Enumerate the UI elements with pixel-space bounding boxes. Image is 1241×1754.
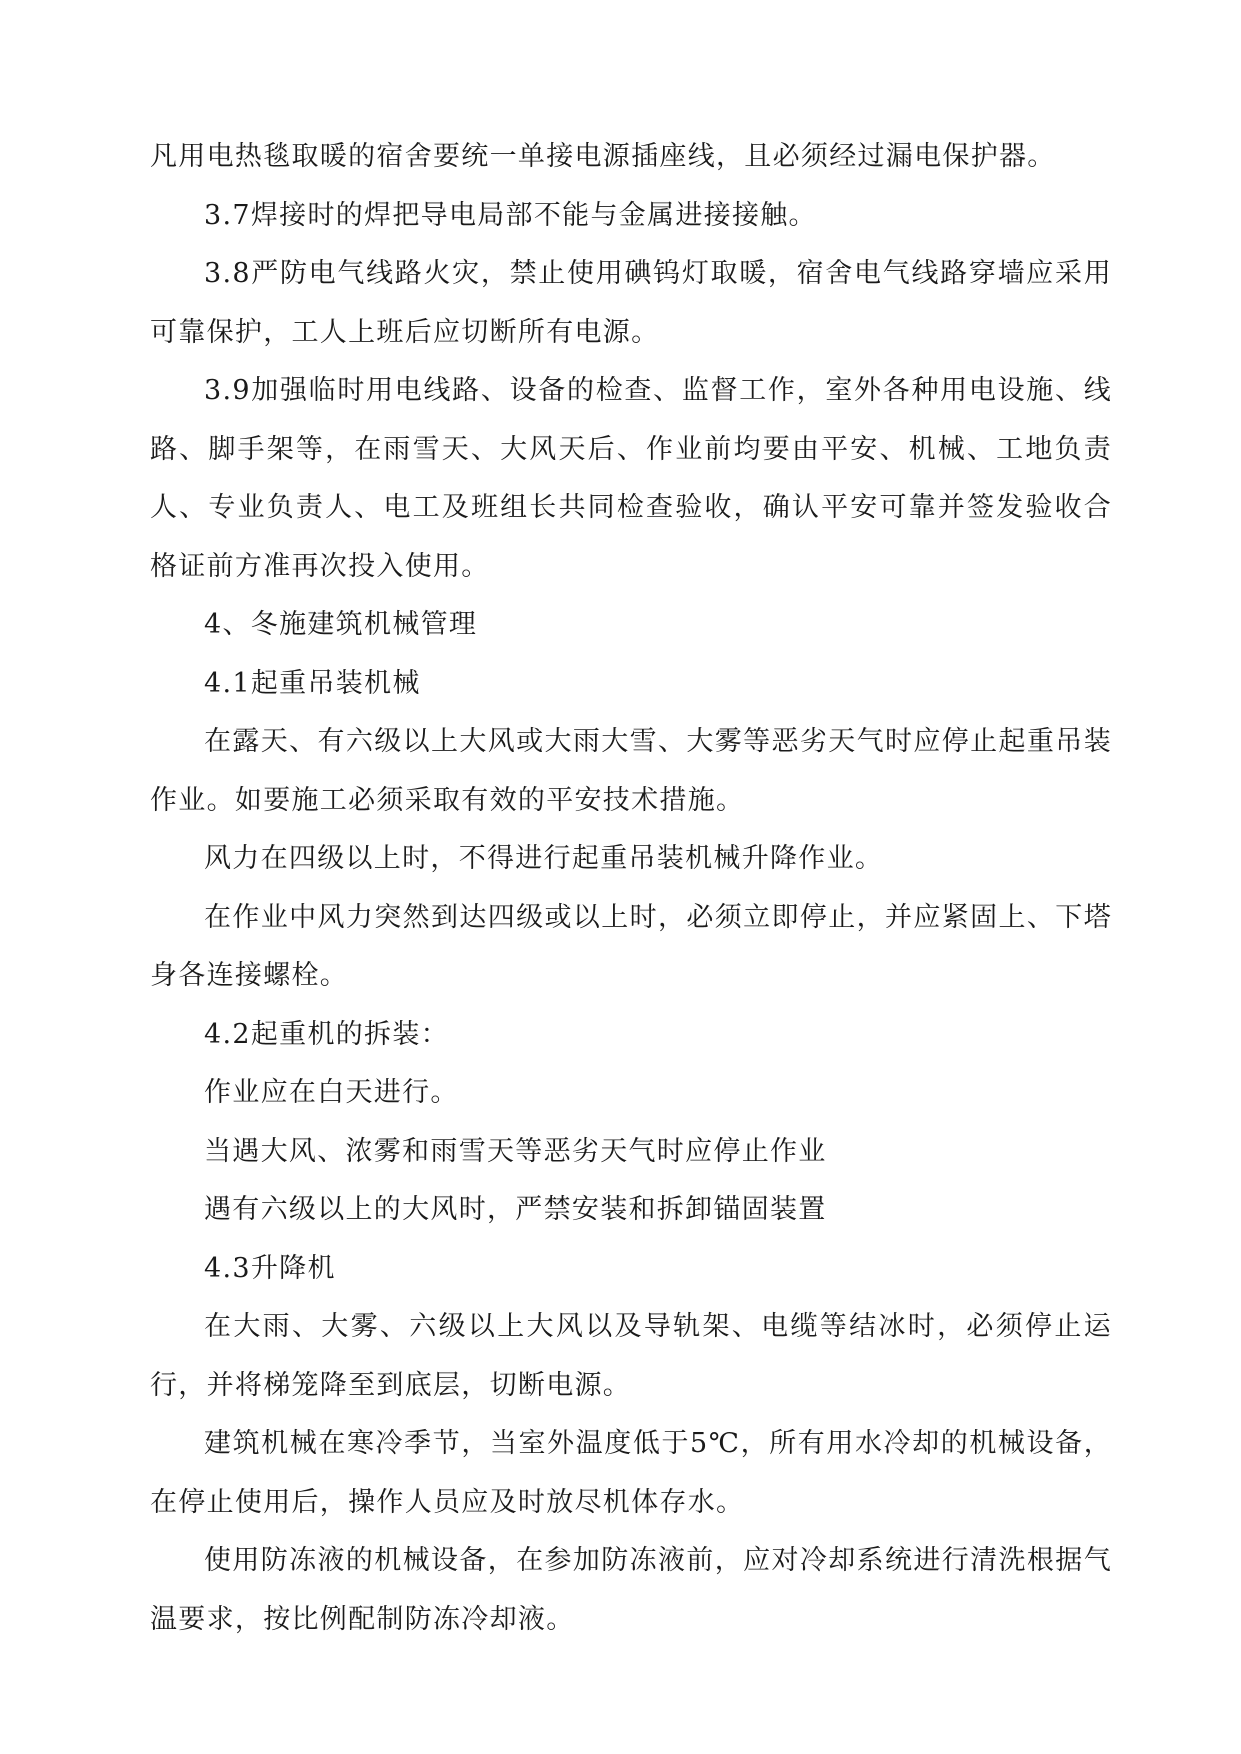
paragraph: 凡用电热毯取暖的宿舍要统一单接电源插座线，且必须经过漏电保护器。: [150, 141, 1056, 172]
paragraph: 3.9加强临时用电线路、设备的检查、监督工作，室外各种用电设施、线路、脚手架等，在雨雪天、大风天后、作业前均要由平安、机械、工地负责人、专业负责人、电工及班组长共同检查验收，确认平安可靠并签发验收合格证前方准再次投入使用。: [150, 375, 1112, 582]
document-body: [150, 128, 1112, 1649]
paragraph: 当遇大风、浓雾和雨雪天等恶劣天气时应停止作业: [204, 1135, 827, 1167]
paragraph: 3.8严防电气线路火灾，禁止使用碘钨灯取暖，宿舍电气线路穿墙应采用可靠保护，工人上班后应切断所有电源。: [150, 258, 1112, 348]
paragraph: 遇有六级以上的大风时，严禁安装和拆卸锚固装置: [204, 1194, 827, 1225]
paragraph: 风力在四级以上时，不得进行起重吊装机械升降作业。: [204, 843, 884, 874]
paragraph: 建筑机械在寒冷季节，当室外温度低于5℃，所有用水冷却的机械设备，在停止使用后，操作人员应及时放尽机体存水。: [150, 1428, 1112, 1518]
paragraph: 在大雨、大雾、六级以上大风以及导轨架、电缆等结冰时，必须停止运行，并将梯笼降至到底层，切断电源。: [150, 1311, 1112, 1401]
paragraph: 在露天、有六级以上大风或大雨大雪、大雾等恶劣天气时应停止起重吊装作业。如要施工必须采取有效的平安技术措施。: [150, 726, 1112, 816]
subsection-heading: 4.3升降机: [204, 1252, 336, 1284]
subsection-heading: 4.2起重机的拆装：: [204, 1018, 449, 1050]
paragraph: 作业应在白天进行。: [204, 1077, 459, 1108]
subsection-heading: 4.1起重吊装机械: [204, 667, 421, 699]
paragraph: 使用防冻液的机械设备，在参加防冻液前，应对冷却系统进行清洗根据气温要求，按比例配制防冻冷却液。: [150, 1545, 1112, 1635]
section-heading: 4、冬施建筑机械管理: [204, 609, 478, 640]
paragraph: 在作业中风力突然到达四级或以上时，必须立即停止，并应紧固上、下塔身各连接螺栓。: [150, 901, 1112, 991]
paragraph: 3.7焊接时的焊把导电局部不能与金属进接接触。: [204, 199, 817, 231]
